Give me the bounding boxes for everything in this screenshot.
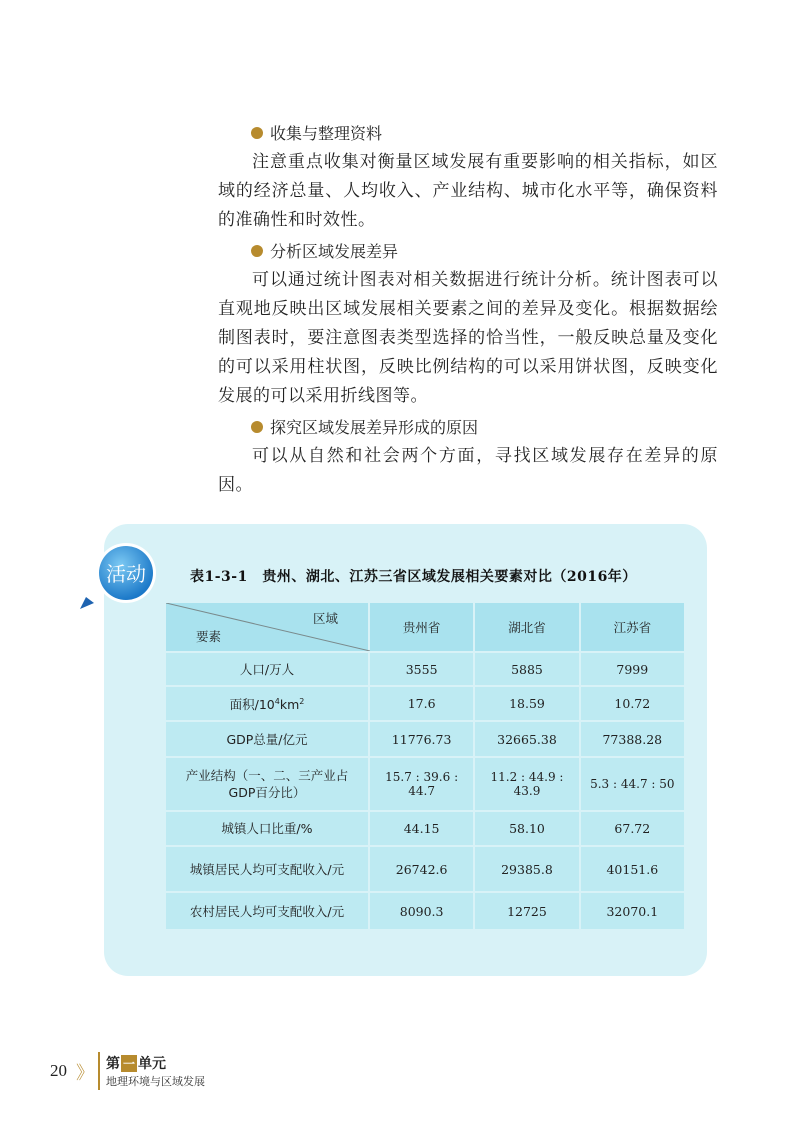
row-label-area: 面积$/10^4km^2$ xyxy=(166,687,368,720)
column-header: 湖北省 xyxy=(475,603,578,651)
section-heading-3 xyxy=(218,412,718,442)
table-row xyxy=(166,847,684,891)
table-header-row xyxy=(166,603,684,651)
bullet-dot-icon xyxy=(251,245,263,257)
table-row xyxy=(166,687,684,720)
table-cell: 15.7 : 39.6 : 44.7 xyxy=(370,758,473,810)
row-label: GDP总量/亿元 xyxy=(166,722,368,756)
data-table xyxy=(164,601,686,931)
table-cell: 11.2 : 44.9 : 43.9 xyxy=(475,758,578,810)
paragraph-1: 注意重点收集对衡量区域发展有重要影响的相关指标，如区域的经济总量、人均收入、产业结构、城市化水平等，确保资料的准确性和时效性。 xyxy=(218,152,718,230)
table-row xyxy=(166,653,684,685)
table-row xyxy=(166,893,684,929)
unit-suffix: 单元 xyxy=(138,1056,167,1072)
badge-label: 活动 xyxy=(106,562,146,586)
section-heading-2 xyxy=(218,236,718,266)
heading-text: 收集与整理资料 xyxy=(270,123,383,143)
table-title: 表1-3-1 贵州、湖北、江苏三省区域发展相关要素对比（2016年） xyxy=(190,569,637,585)
table-cell: 7999 xyxy=(581,653,684,685)
table-cell: 17.6 xyxy=(370,687,473,720)
footer-divider xyxy=(98,1052,100,1090)
table-cell: 26742.6 xyxy=(370,847,473,891)
table-cell: 44.15 xyxy=(370,812,473,845)
table-cell: 8090.3 xyxy=(370,893,473,929)
table-cell: 32070.1 xyxy=(581,893,684,929)
row-label: 产业结构（一、二、三产业占GDP百分比） xyxy=(166,758,368,810)
table-cell: 77388.28 xyxy=(581,722,684,756)
section-heading-1 xyxy=(218,118,718,148)
heading-text: 分析区域发展差异 xyxy=(270,241,399,261)
table-row xyxy=(166,758,684,810)
page-number: 20 xyxy=(50,1061,67,1080)
table-cell: 32665.38 xyxy=(475,722,578,756)
row-label: 城镇人口比重/% xyxy=(166,812,368,845)
body-text xyxy=(218,118,718,501)
unit-number: 一 xyxy=(123,1057,136,1071)
table-cell: 11776.73 xyxy=(370,722,473,756)
paragraph-3: 可以从自然和社会两个方面，寻找区域发展存在差异的原因。 xyxy=(218,446,718,495)
double-chevron-icon: 》 xyxy=(76,1063,94,1084)
table-row xyxy=(166,812,684,845)
bullet-dot-icon xyxy=(251,127,263,139)
unit-label xyxy=(106,1053,166,1073)
activity-badge-icon xyxy=(76,527,168,619)
table-cell: 67.72 xyxy=(581,812,684,845)
table-row xyxy=(166,722,684,756)
table-cell: 10.72 xyxy=(581,687,684,720)
column-header: 江苏省 xyxy=(581,603,684,651)
column-header: 贵州省 xyxy=(370,603,473,651)
row-label: 农村居民人均可支配收入/元 xyxy=(166,893,368,929)
table-cell: 40151.6 xyxy=(581,847,684,891)
table-cell: 5885 xyxy=(475,653,578,685)
table-cell: 58.10 xyxy=(475,812,578,845)
row-label: 城镇居民人均可支配收入/元 xyxy=(166,847,368,891)
table-cell: 12725 xyxy=(475,893,578,929)
bullet-dot-icon xyxy=(251,421,263,433)
unit-subtitle: 地理环境与区域发展 xyxy=(106,1075,205,1088)
table-cell: 3555 xyxy=(370,653,473,685)
paragraph-2: 可以通过统计图表对相关数据进行统计分析。统计图表可以直观地反映出区域发展相关要素之间的差异及变化。根据数据绘制图表时，要注意图表类型选择的恰当性，一般反映总量及变化的可以采用柱状图，反映比例结构的可以采用饼状图，反映变化发展的可以采用折线图等。 xyxy=(218,270,718,406)
table-cell: 5.3 : 44.7 : 50 xyxy=(581,758,684,810)
table-cell: 29385.8 xyxy=(475,847,578,891)
corner-cell xyxy=(166,603,368,651)
corner-bottom-label: 要素 xyxy=(196,629,222,644)
unit-prefix: 第 xyxy=(106,1056,120,1072)
heading-text: 探究区域发展差异形成的原因 xyxy=(270,417,479,437)
table-cell: 18.59 xyxy=(475,687,578,720)
row-label: 人口/万人 xyxy=(166,653,368,685)
corner-top-label: 区域 xyxy=(312,611,338,626)
